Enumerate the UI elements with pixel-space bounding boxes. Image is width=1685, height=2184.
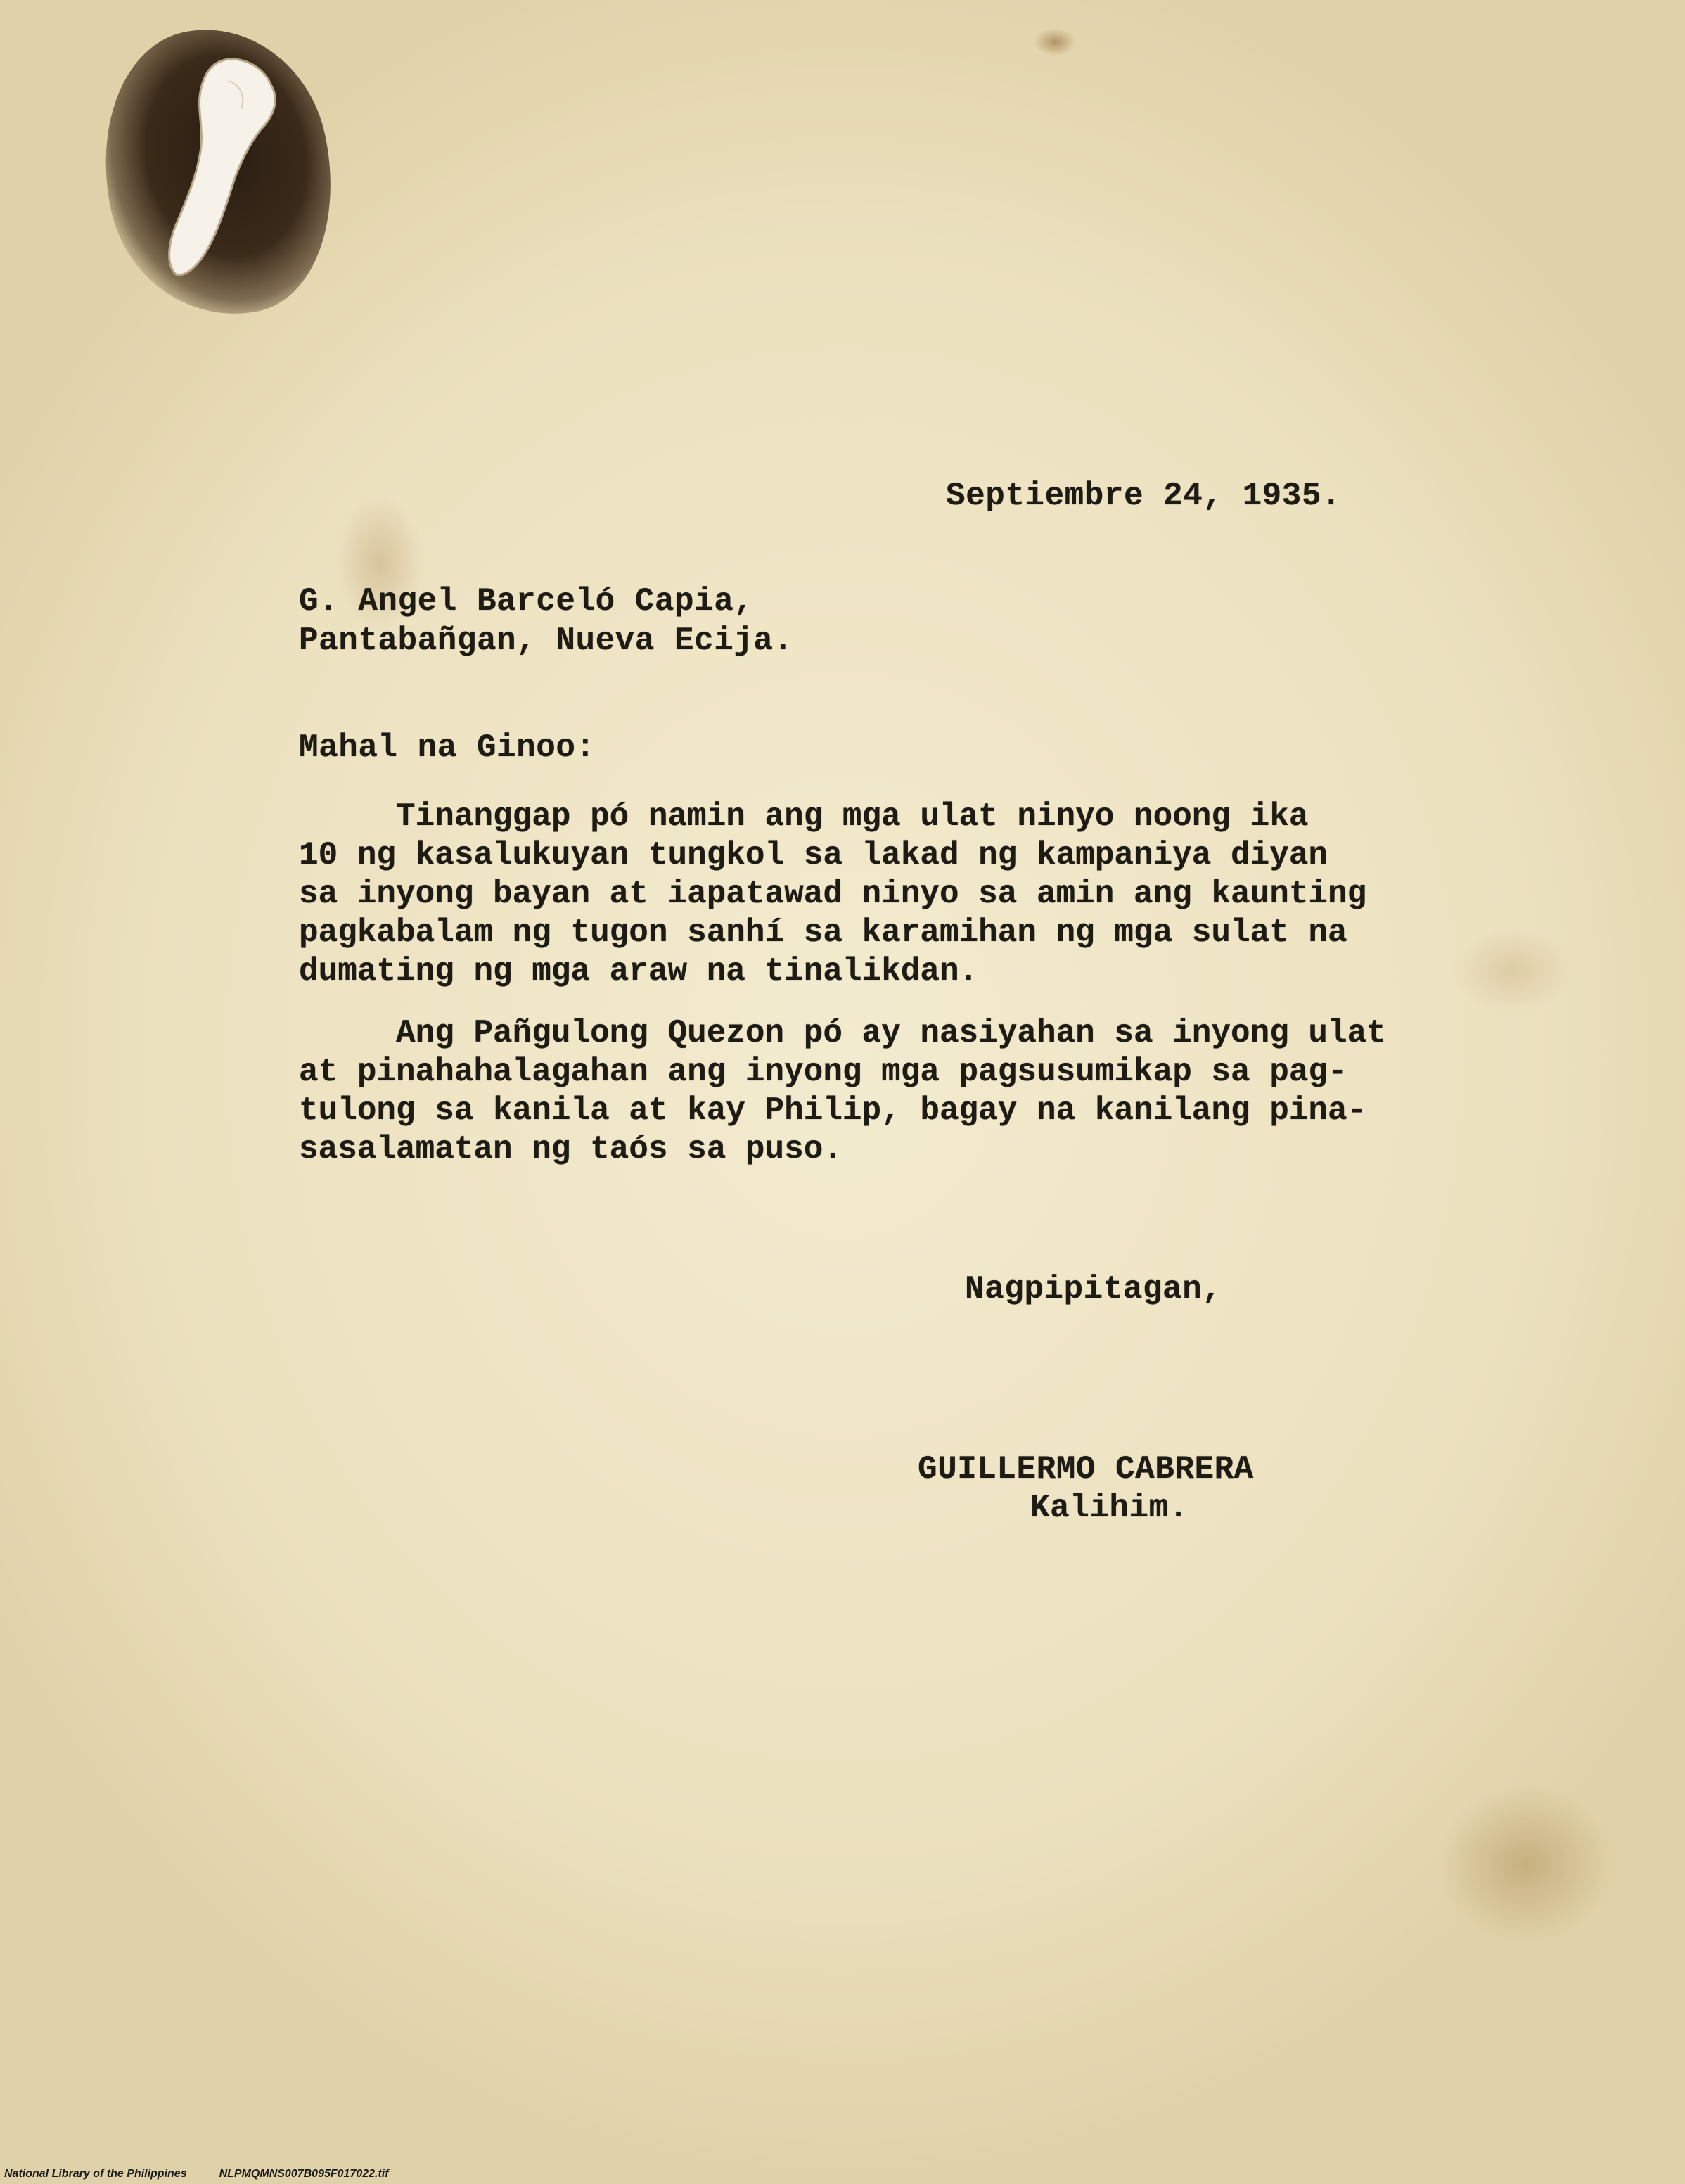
- paragraph-line: dumating ng mga araw na tinalikdan.: [299, 953, 979, 990]
- paragraph-line: tulong sa kanila at kay Philip, bagay na kanilang pina-: [299, 1092, 1367, 1129]
- paragraph-line: sasalamatan ng taós sa puso.: [299, 1131, 842, 1168]
- paragraph-line: at pinahahalagahan ang inyong mga pagsusumikap sa pag-: [299, 1054, 1347, 1090]
- recipient-name: G. Angel Barceló Capia,: [299, 583, 754, 620]
- closing: Nagpipitagan,: [965, 1271, 1222, 1308]
- body-paragraph-2: [299, 1014, 1386, 1169]
- archive-footer: [4, 2168, 389, 2180]
- signer-name: GUILLERMO CABRERA: [918, 1451, 1254, 1488]
- body-paragraph-1: [299, 798, 1366, 991]
- recipient-location: Pantabañgan, Nueva Ecija.: [299, 622, 793, 659]
- letter-date: Septiembre 24, 1935.: [946, 478, 1342, 514]
- footer-file-id: NLPMQMNS007B095F017022.tif: [219, 2168, 389, 2180]
- footer-institution: National Library of the Philippines: [4, 2168, 187, 2180]
- burn-hole: [158, 53, 285, 285]
- paragraph-line: 10 ng kasalukuyan tungkol sa lakad ng kampaniya diyan: [299, 837, 1328, 874]
- salutation: Mahal na Ginoo:: [299, 729, 596, 766]
- paragraph-line: sa inyong bayan at iapatawad ninyo sa amin ang kaunting: [299, 876, 1367, 912]
- stain-top: [1034, 28, 1076, 56]
- paragraph-line: Tinanggap pó namin ang mga ulat ninyo noong ika: [299, 798, 1309, 835]
- paragraph-line: pagkabalam ng tugon sanhí sa karamihan ng mga sulat na: [299, 914, 1347, 951]
- signer-title: Kalihim.: [1030, 1490, 1189, 1526]
- paragraph-line: Ang Pañgulong Quezon pó ay nasiyahan sa inyong ulat: [299, 1015, 1386, 1052]
